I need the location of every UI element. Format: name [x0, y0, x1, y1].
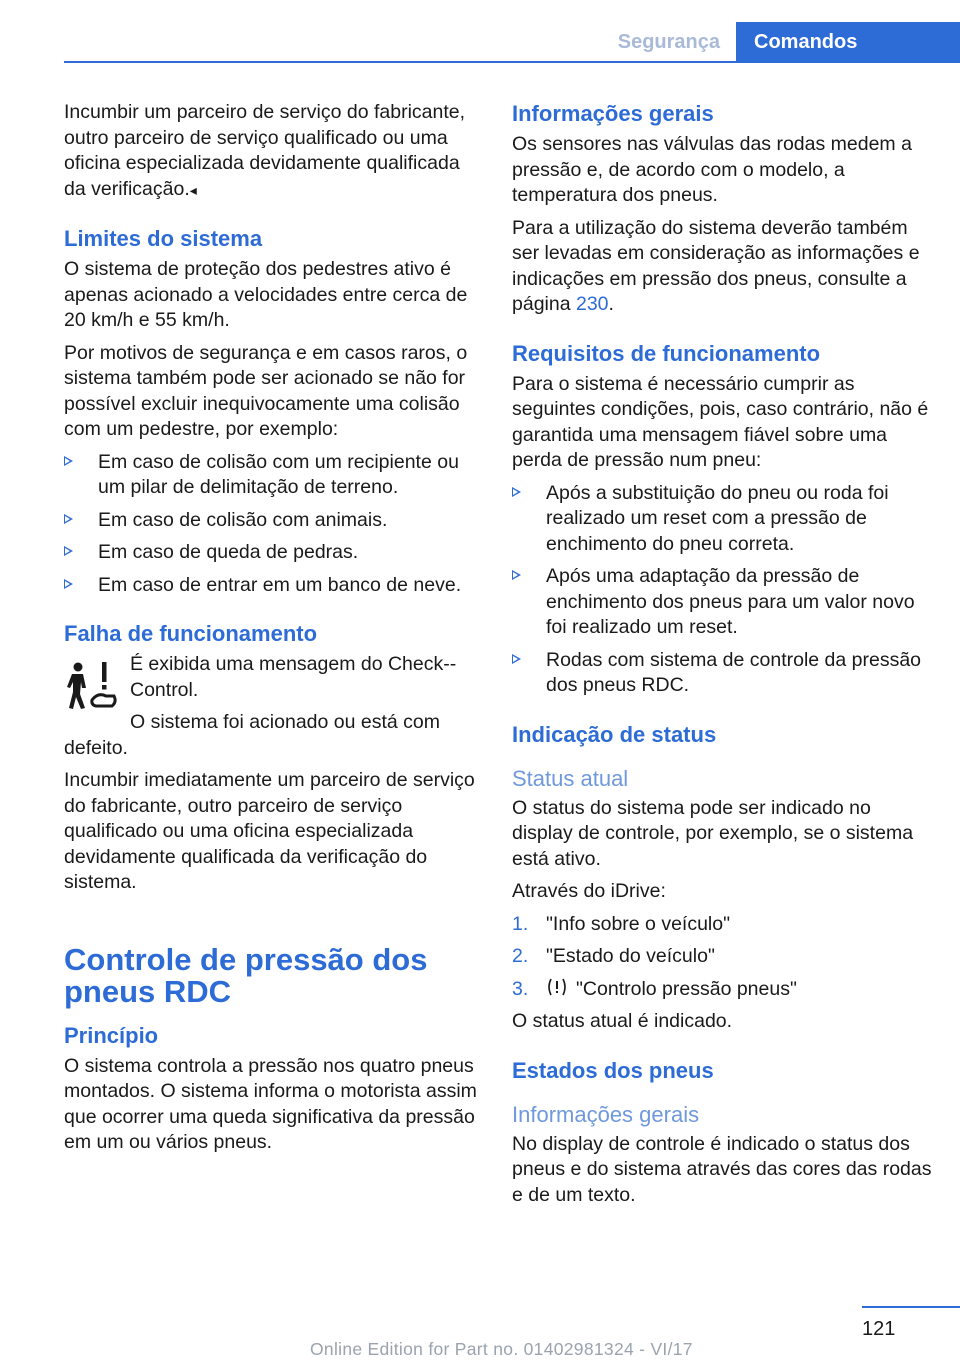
status-heading: Indicação de status [512, 721, 717, 747]
list-item: 1. "Info sobre o veículo" [512, 912, 731, 935]
current-paragraph-1: O status do sistema pode ser indicado no display de controle, por exemplo, se o sistema está ativo. [512, 796, 914, 870]
page-number-rule [862, 1306, 960, 1308]
list-item: Após a substituição do pneu ou roda foi realizado um reset com a pressão de enchimento do pneu correta. [512, 481, 932, 558]
page-header [0, 0, 960, 62]
chapter-tab [736, 22, 960, 62]
list-item: Em caso de queda de pedras. [64, 540, 484, 566]
requirements-heading: Requisitos de funcionamento [512, 340, 821, 366]
general-heading: Informações gerais [512, 101, 714, 126]
section-label: Segurança [617, 31, 720, 53]
left-column [64, 100, 484, 1163]
page-number: 121 [862, 1318, 896, 1340]
list-item: Em caso de entrar em um banco de neve. [64, 573, 484, 599]
principle-paragraph: O sistema controla a pressão nos quatro pneus montados. O sistema informa o motorista assim que ocorrer uma queda significativa da pressão em um ou vários pneus. [64, 1054, 477, 1153]
page-link[interactable]: 230 [575, 293, 609, 315]
general-paragraph-1: Os sensores nas válvulas das rodas medem a pressão e, de acordo com o modelo, a temperatura dos pneus. [512, 133, 912, 206]
rdc-heading: Controle de pressão dos pneus RDC [64, 941, 428, 1009]
tires-heading: Estados dos pneus [512, 1057, 714, 1083]
list-item: Após uma adaptação da pressão de enchimento dos pneus para um valor novo foi realizado um reset. [512, 564, 932, 641]
fault-warning-block [64, 652, 484, 736]
end-mark: ◂ [189, 181, 197, 198]
list-item: Em caso de colisão com um recipiente ou um pilar de delimitação de terreno. [64, 450, 484, 501]
fault-paragraph-3: Incumbir imediatamente um parceiro de serviço do fabricante, outro parceiro de serviço qualificado ou uma oficina especializada devidamente qualificada da verificação do sistema. [64, 769, 475, 893]
fault-heading: Falha de funcionamento [64, 621, 318, 646]
edition-footer: Online Edition for Part no. 01402981324 - VI/17 [310, 1339, 693, 1359]
requirements-paragraph: Para o sistema é necessário cumprir as seguintes condições, pois, caso contrário, não é garantida uma mensagem fiável sobre uma perda de pressão num pneu: [512, 372, 929, 471]
tires-paragraph: No display de controle é indicado o status dos pneus e do sistema através das cores das rodas e de um texto. [512, 1132, 932, 1206]
chapter-label: Comandos [754, 31, 858, 53]
intro-paragraph [64, 100, 484, 203]
triangle-bullet-icon [64, 546, 73, 556]
limits-heading: Limites do sistema [64, 226, 263, 251]
fault-paragraph-2b: defeito. [64, 736, 128, 759]
limits-paragraph-1: O sistema de proteção dos pedestres ativo é apenas acionado a velocidades entre cerca de 20 km/h e 55 km/h. [64, 258, 468, 331]
triangle-bullet-icon [64, 456, 73, 466]
triangle-bullet-icon [64, 514, 73, 524]
triangle-bullet-icon [512, 570, 521, 580]
idrive-steps [512, 912, 932, 1003]
general-paragraph-2: Para a utilização do sistema deverão também ser levadas em consideração as informações e indicações em pressão dos pneus, consulte a página 230. [512, 216, 920, 315]
requirements-list [512, 481, 932, 699]
triangle-bullet-icon [512, 654, 521, 664]
fault-paragraph-2a: O sistema foi acionado ou está com [130, 711, 440, 733]
pedestrian-warning-icon [64, 658, 118, 712]
principle-heading: Princípio [64, 1022, 159, 1048]
intro-text: Incumbir um parceiro de serviço do fabricante, outro parceiro de serviço qualificado ou uma oficina especializada devidamente qualificada da verificação. [64, 101, 466, 200]
list-item: 2. "Estado do veículo" [512, 945, 715, 967]
right-column [512, 100, 932, 1215]
limits-list [64, 450, 484, 599]
triangle-bullet-icon [512, 487, 521, 497]
current-paragraph-2: Através do iDrive: [512, 880, 666, 902]
tire-pressure-icon [546, 977, 568, 997]
list-item: 3. "Controlo pressão pneus" [512, 977, 797, 1000]
triangle-bullet-icon [64, 579, 73, 589]
fault-paragraph-1: É exibida uma mensagem do Check--Control. [130, 653, 457, 701]
list-item: Em caso de colisão com animais. [64, 508, 484, 534]
header-rule [64, 61, 960, 63]
list-item: Rodas com sistema de controle da pressão dos pneus RDC. [512, 648, 932, 699]
tires-subheading: Informações gerais [512, 1101, 700, 1127]
current-status-heading: Status atual [512, 765, 629, 791]
limits-paragraph-2: Por motivos de segurança e em casos raros, o sistema também pode ser acionado se não for possível excluir inequivocamente uma colisão com um pedestre, por exemplo: [64, 341, 468, 440]
current-paragraph-3: O status atual é indicado. [512, 1010, 733, 1032]
